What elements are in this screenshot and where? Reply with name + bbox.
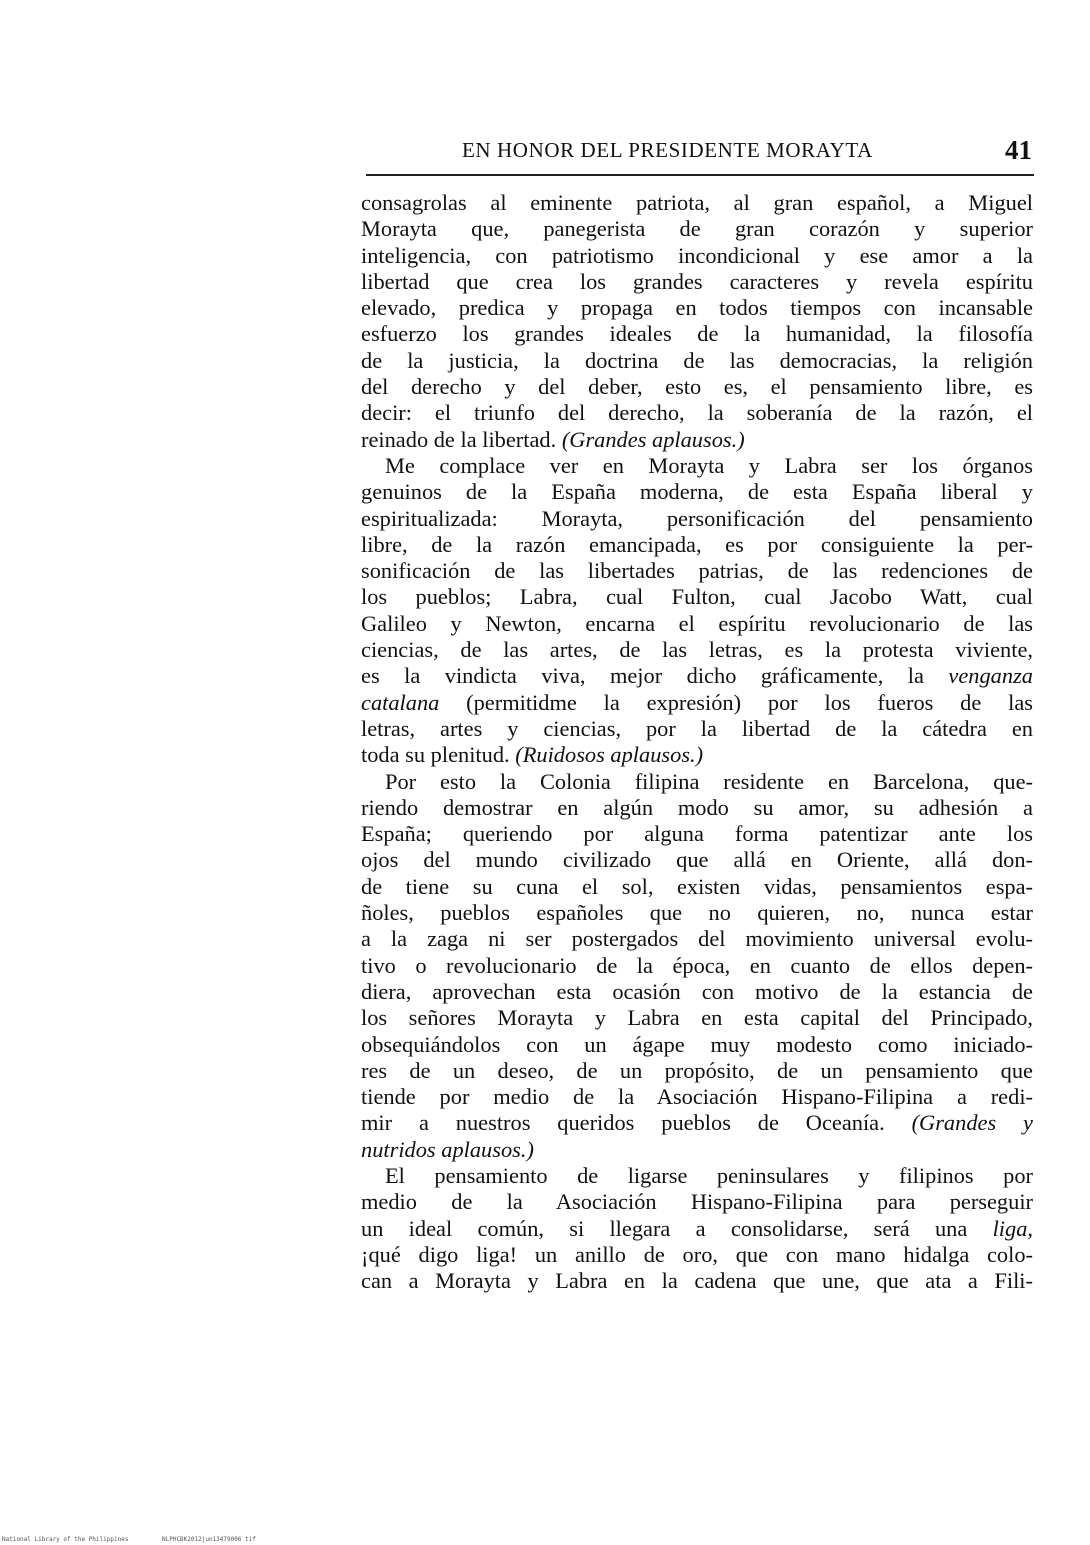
text-line <box>361 769 1033 795</box>
text-line <box>361 348 1033 374</box>
line-text: reinado de la libertad. <box>361 426 557 452</box>
footer-note: National Library of the Philippines <box>2 1536 129 1543</box>
text-line <box>361 847 1033 873</box>
text-line <box>361 611 1033 637</box>
italic-text: (Ruidosos aplausos.) <box>515 742 704 768</box>
text-line <box>361 1084 1033 1110</box>
text-line <box>361 453 1033 479</box>
text-line <box>361 1032 1033 1058</box>
text-line <box>361 795 1033 821</box>
text-line <box>361 584 1033 610</box>
text-line <box>361 1189 1033 1215</box>
text-line <box>361 479 1033 505</box>
text-line <box>361 663 1033 689</box>
line-text: res de un deseo, de un propósito, de un pensamiento que <box>361 1057 1033 1083</box>
line-text: ciencias, de las artes, de las letras, es la protesta viviente, <box>361 637 1033 663</box>
line-text: riendo demostrar en algún modo su amor, su adhesión a <box>361 794 1033 820</box>
line-text: genuinos de la España moderna, de esta España liberal y <box>361 479 1033 505</box>
line-text: Morayta que, panegerista de gran corazón y superior <box>361 216 1033 242</box>
text-line <box>361 953 1033 979</box>
text-line <box>361 321 1033 347</box>
running-title: EN HONOR DEL PRESIDENTE MORAYTA <box>462 138 873 162</box>
italic-text: liga, <box>992 1215 1033 1241</box>
italic-text: nutridos aplausos.) <box>361 1136 534 1162</box>
line-text: los señores Morayta y Labra en esta capital del Principado, <box>361 1005 1033 1031</box>
line-text: can a Morayta y Labra en la cadena que une, que ata a Fili- <box>361 1268 1033 1294</box>
line-text: tivo o revolucionario de la época, en cuanto de ellos depen- <box>361 952 1033 978</box>
text-line <box>361 295 1033 321</box>
line-text: mir a nuestros queridos pueblos de Oceanía. <box>361 1110 885 1136</box>
line-text: letras, artes y ciencias, por la libertad de la cátedra en <box>361 715 1033 741</box>
text-line <box>361 427 1033 453</box>
line-text: ojos del mundo civilizado que allá en Oriente, allá don- <box>361 847 1033 873</box>
text-line <box>361 742 1033 768</box>
line-text: Galileo y Newton, encarna el espíritu revolucionario de las <box>361 610 1033 636</box>
line-text: España; queriendo por alguna forma patentizar ante los <box>361 821 1033 847</box>
text-line <box>361 690 1033 716</box>
text-line <box>361 532 1033 558</box>
text-line <box>361 821 1033 847</box>
italic-text: (Grandes y <box>911 1110 1033 1136</box>
line-text: a la zaga ni ser postergados del movimiento universal evolu- <box>361 926 1033 952</box>
text-line <box>361 1242 1033 1268</box>
text-line <box>361 269 1033 295</box>
text-line <box>361 400 1033 426</box>
line-text: obsequiándolos con un ágape muy modesto como iniciado- <box>361 1031 1033 1057</box>
line-text: es la vindicta viva, mejor dicho gráficamente, la <box>361 663 924 689</box>
page-number: 41 <box>1005 135 1032 165</box>
body-text <box>361 190 1033 1294</box>
line-text: Por esto la Colonia filipina residente en Barcelona, que- <box>385 768 1033 794</box>
header-rule <box>366 174 1034 176</box>
text-line <box>361 1268 1033 1294</box>
italic-text: (Grandes aplausos.) <box>561 426 745 452</box>
line-text: libre, de la razón emancipada, es por consiguiente la per- <box>361 531 1033 557</box>
line-text: un ideal común, si llegara a consolidarse, será una <box>361 1215 968 1241</box>
line-text: (permitidme la expresión) por los fueros de las <box>466 689 1033 715</box>
text-line <box>361 979 1033 1005</box>
line-text: diera, aprovechan esta ocasión con motivo de la estancia de <box>361 978 1033 1004</box>
text-line <box>361 506 1033 532</box>
italic-text: venganza <box>948 663 1033 689</box>
line-text: esfuerzo los grandes ideales de la humanidad, la filosofía <box>361 321 1033 347</box>
line-text: tiende por medio de la Asociación Hispano-Filipina a redi- <box>361 1084 1033 1110</box>
line-text: los pueblos; Labra, cual Fulton, cual Jacobo Watt, cual <box>361 584 1033 610</box>
text-line <box>361 926 1033 952</box>
line-text: consagrolas al eminente patriota, al gran español, a Miguel <box>361 190 1033 215</box>
text-line <box>361 900 1033 926</box>
text-line <box>361 190 1033 216</box>
text-line <box>361 1137 1033 1163</box>
line-text: del derecho y del deber, esto es, el pensamiento libre, es <box>361 374 1033 400</box>
line-text: toda su plenitud. <box>361 742 510 768</box>
line-text: El pensamiento de ligarse peninsulares y filipinos por <box>385 1162 1033 1188</box>
line-text: elevado, predica y propaga en todos tiempos con incansable <box>361 295 1033 321</box>
italic-text: catalana <box>361 689 440 715</box>
line-text: ñoles, pueblos españoles que no quieren, no, nunca estar <box>361 900 1033 926</box>
text-line <box>361 1163 1033 1189</box>
text-line <box>361 243 1033 269</box>
line-text: libertad que crea los grandes caracteres y revela espíritu <box>361 268 1033 294</box>
line-text: medio de la Asociación Hispano-Filipina para perseguir <box>361 1189 1033 1215</box>
text-line <box>361 1110 1033 1136</box>
text-line <box>361 716 1033 742</box>
text-line <box>361 1058 1033 1084</box>
text-line <box>361 216 1033 242</box>
text-line <box>361 1005 1033 1031</box>
line-text: de la justicia, la doctrina de las democracias, la religión <box>361 347 1033 373</box>
line-text: decir: el triunfo del derecho, la soberanía de la razón, el <box>361 400 1033 426</box>
line-text: ¡qué digo liga! un anillo de oro, que con mano hidalga colo- <box>361 1241 1033 1267</box>
line-text: de tiene su cuna el sol, existen vidas, pensamientos espa- <box>361 873 1033 899</box>
text-line <box>361 874 1033 900</box>
text-line <box>361 1216 1033 1242</box>
text-line <box>361 637 1033 663</box>
line-text: espiritualizada: Morayta, personificación del pensamiento <box>361 505 1033 531</box>
running-head <box>366 135 1034 172</box>
line-text: inteligencia, con patriotismo incondicional y ese amor a la <box>361 242 1033 268</box>
text-line <box>361 558 1033 584</box>
footer-code: NLPHCBK2012jun13479006 tif <box>162 1536 256 1543</box>
text-line <box>361 374 1033 400</box>
line-text: Me complace ver en Morayta y Labra ser los órganos <box>385 452 1033 478</box>
line-text: sonificación de las libertades patrias, de las redenciones de <box>361 558 1033 584</box>
